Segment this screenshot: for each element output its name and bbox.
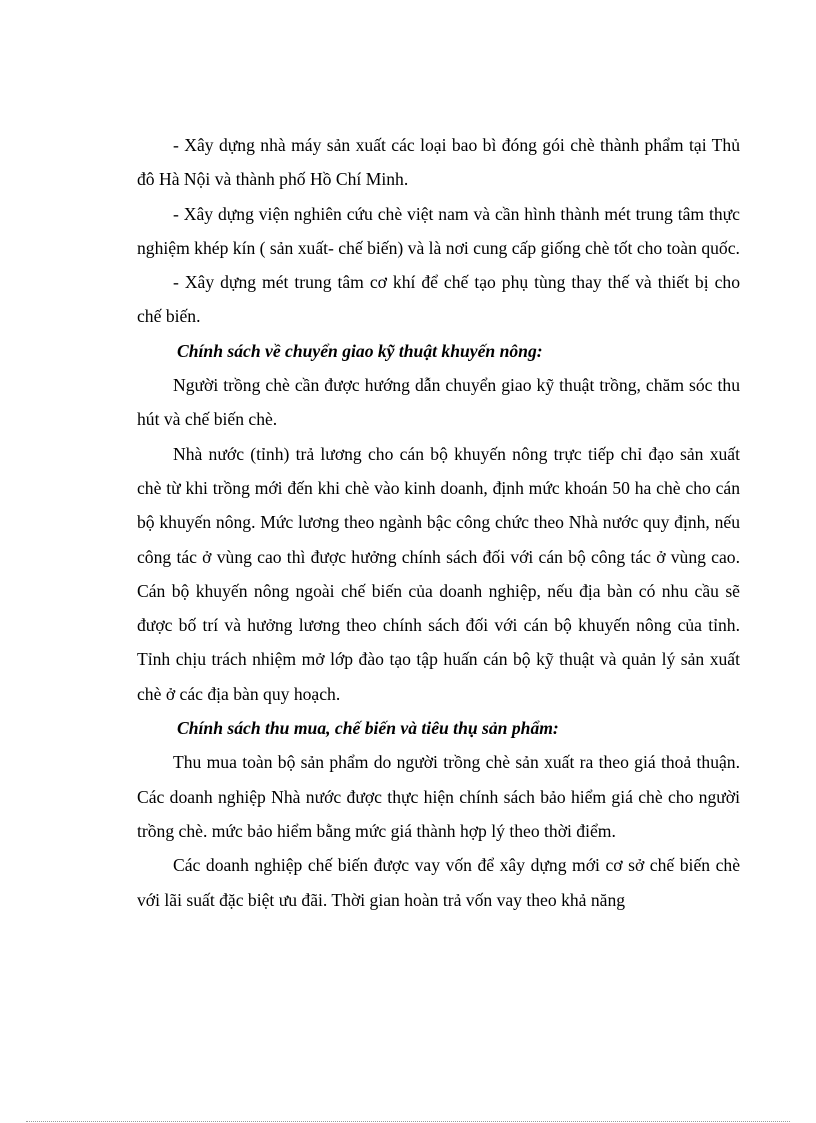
paragraph-research-institute: - Xây dựng viện nghiên cứu chè việt nam và cần hình thành mét trung tâm thực nghiệm khép kín ( sản xuất- chế biến) và là nơi cung cấp giống chè tốt cho toàn quốc. [137,203,740,258]
heading-purchase-policy: Chính sách thu mua, chế biến và tiêu thụ sản phẩm: [177,718,559,739]
paragraph-mechanical-center: - Xây dựng mét trung tâm cơ khí để chế tạo phụ tùng thay thế và thiết bị cho chế biến. [137,272,740,327]
document-body [137,128,740,917]
paragraph-grower-guidance: Người trồng chè cần được hướng dẫn chuyển giao kỹ thuật trồng, chăm sóc thu hút và chế biến chè. [137,375,740,430]
paragraph-extension-salary: Nhà nước (tỉnh) trả lương cho cán bộ khuyến nông trực tiếp chỉ đạo sản xuất chè từ khi trồng mới đến khi chè vào kinh doanh, định mức khoán 50 ha chè cho cán bộ khuyến nông. Mức lương theo ngành bậc công chức theo Nhà nước quy định, nếu công tác ở vùng cao thì được hưởng chính sách đối với cán bộ công tác ở vùng cao. Cán bộ khuyến nông ngoài chế biến của doanh nghiệp, nếu địa bàn có nhu cầu sẽ được bố trí và hưởng lương theo chính sách đối với cán bộ khuyến nông của tỉnh. Tỉnh chịu trách nhiệm mở lớp đào tạo tập huấn cán bộ kỹ thuật và quản lý sản xuất chè ở các địa bàn quy hoạch. [137,443,740,704]
paragraph-purchase: Thu mua toàn bộ sản phẩm do người trồng chè sản xuất ra theo giá thoả thuận. Các doanh nghiệp Nhà nước được thực hiện chính sách bảo hiểm giá chè cho người trồng chè. mức bảo hiểm bằng mức giá thành hợp lý theo thời điểm. [137,752,740,841]
paragraph-packaging-factory: - Xây dựng nhà máy sản xuất các loại bao bì đóng gói chè thành phẩm tại Thủ đô Hà Nội và thành phố Hồ Chí Minh. [137,135,740,190]
heading-extension-policy: Chính sách về chuyển giao kỹ thuật khuyến nông: [177,340,543,361]
page-bottom-divider [26,1121,790,1122]
paragraph-processing-loans: Các doanh nghiệp chế biến được vay vốn để xây dựng mới cơ sở chế biến chè với lãi suất đặc biệt ưu đãi. Thời gian hoàn trả vốn vay theo khả năng [137,855,740,910]
